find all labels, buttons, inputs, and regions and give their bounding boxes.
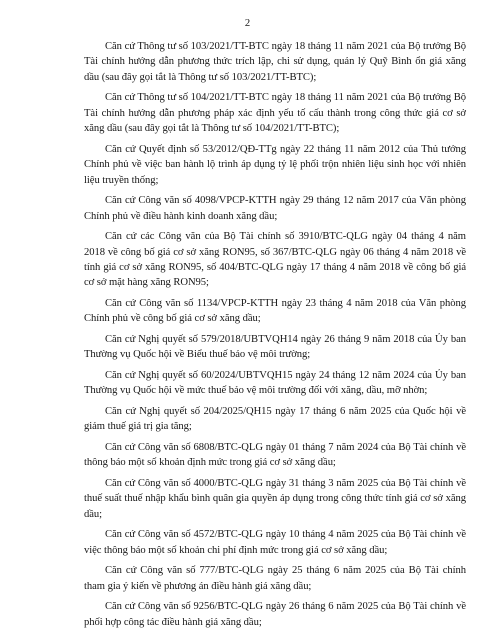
legal-basis-paragraph: Căn cứ Công văn số 4572/BTC-QLG ngày 10 tháng 4 năm 2025 của Bộ Tài chính về việc thông báo một số khoản chi phí định mức trong giá cơ sở xăng dầu; bbox=[84, 529, 466, 556]
legal-basis-section bbox=[84, 39, 466, 635]
legal-basis-paragraph: Căn cứ Công văn số 6808/BTC-QLG ngày 01 tháng 7 năm 2024 của Bộ Tài chính về thông báo một số khoản định mức trong giá cơ sở xăng dầu; bbox=[84, 442, 466, 469]
legal-basis-paragraph: Căn cứ Công văn số 777/BTC-QLG ngày 25 tháng 6 năm 2025 của Bộ Tài chính tham gia ý kiến về phương án điều hành giá xăng dầu; bbox=[84, 565, 466, 592]
legal-basis-paragraph: Căn cứ Công văn số 4000/BTC-QLG ngày 31 tháng 3 năm 2025 của Bộ Tài chính về thuế suất thuế nhập khẩu bình quân gia quyền áp dụng trong công thức tính giá cơ sở xăng dầu; bbox=[84, 478, 466, 520]
legal-basis-paragraph: Căn cứ Thông tư số 104/2021/TT-BTC ngày 18 tháng 11 năm 2021 của Bộ trưởng Bộ Tài chính hướng dẫn phương pháp xác định yếu tố cấu thành trong công thức giá cơ sở xăng dầu (sau đây gọi tắt là Thông tư số 104/2021/TT-BTC); bbox=[84, 92, 466, 135]
legal-basis-paragraph: Căn cứ Quyết định số 53/2012/QĐ-TTg ngày 22 tháng 11 năm 2012 của Thủ tướng Chính phủ về việc ban hành lộ trình áp dụng tỷ lệ phối trộn nhiên liệu sinh học với nhiên liệu truyền thống; bbox=[84, 143, 466, 186]
page-number: 2 bbox=[244, 18, 251, 29]
legal-basis-paragraph: Căn cứ Nghị quyết số 204/2025/QH15 ngày 17 tháng 6 năm 2025 của Quốc hội về giảm thuế giá trị gia tăng; bbox=[84, 406, 466, 433]
legal-basis-paragraph: Căn cứ các Công văn của Bộ Tài chính số 3910/BTC-QLG ngày 04 tháng 4 năm 2018 về công bố giá cơ sở xăng RON95, số 367/BTC-QLG ngày 06 tháng 4 năm 2018 về tính giá cơ sở xăng RON95, số 404/BTC-QLG ngày 17 tháng 4 năm 2018 về công bố giá cơ sở mặt hàng xăng RON95; bbox=[84, 231, 466, 289]
legal-basis-paragraph: Căn cứ Nghị quyết số 579/2018/UBTVQH14 ngày 26 tháng 9 năm 2018 của Ủy ban Thường vụ Quốc hội về Biểu thuế bảo vệ môi trường; bbox=[84, 334, 466, 361]
legal-basis-paragraph: Căn cứ Nghị quyết số 60/2024/UBTVQH15 ngày 24 tháng 12 năm 2024 của Ủy ban Thường vụ Quốc hội về mức thuế bảo vệ môi trường đối với xăng, dầu, mỡ nhờn; bbox=[84, 370, 466, 397]
legal-basis-paragraph: Căn cứ Công văn số 9256/BTC-QLG ngày 26 tháng 6 năm 2025 của Bộ Tài chính về phối hợp công tác điều hành giá xăng dầu; bbox=[84, 601, 466, 628]
legal-basis-paragraph: Căn cứ Công văn số 4098/VPCP-KTTH ngày 29 tháng 12 năm 2017 của Văn phòng Chính phủ về điều hành kinh doanh xăng dầu; bbox=[84, 195, 466, 222]
legal-basis-paragraph: Căn cứ Thông tư số 103/2021/TT-BTC ngày 18 tháng 11 năm 2021 của Bộ trưởng Bộ Tài chính hướng dẫn phương thức trích lập, chi sử dụng, quản lý Quỹ Bình ổn giá xăng dầu (sau đây gọi tắt là Thông tư số 103/2021/TT-BTC); bbox=[84, 41, 466, 83]
legal-basis-paragraph: Căn cứ Công văn số 1134/VPCP-KTTH ngày 23 tháng 4 năm 2018 của Văn phòng Chính phủ về công bố giá cơ sở xăng dầu; bbox=[84, 298, 466, 325]
